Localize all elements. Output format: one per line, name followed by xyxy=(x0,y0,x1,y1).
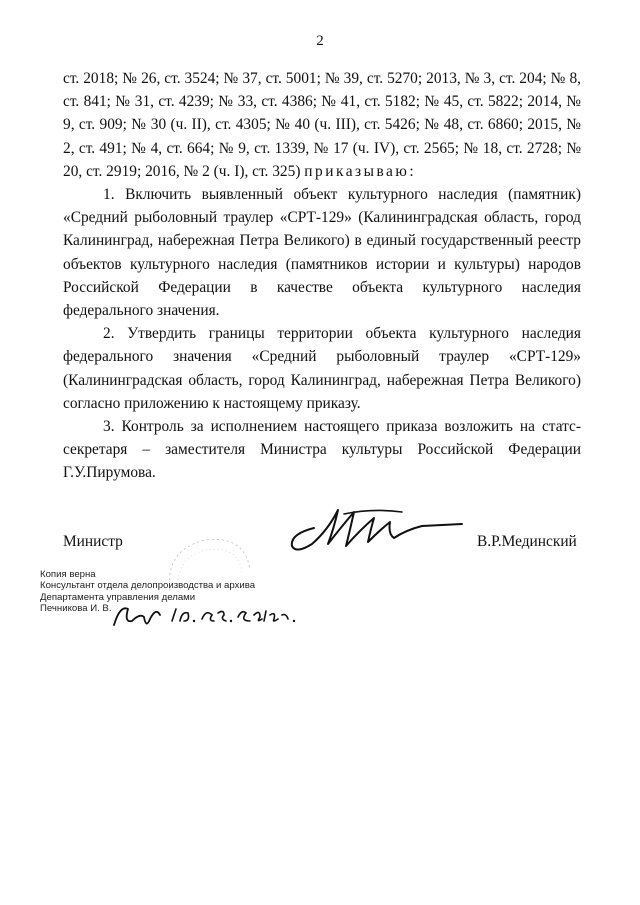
order-item-3: 3. Контроль за исполнением настоящего приказа возложить на статс-секретаря – заместителя Министра культуры Российской Федерации Г.У.Пирумова. xyxy=(63,418,581,482)
document-body xyxy=(63,67,581,485)
order-item-2: 2. Утвердить границы территории объекта культурного наследия федерального значения «Средний рыболовный траулер «СРТ-129» (Калининградская область, город Калининград, набережная Петра Великого) согласно приложению к настоящему приказу. xyxy=(63,325,581,412)
legal-references: ст. 2018; № 26, ст. 3524; № 37, ст. 5001; № 39, ст. 5270; 2013, № 3, ст. 204; № 8, ст. 841; № 31, ст. 4239; № 33, ст. 4386; № 41, ст. 5182; № 45, ст. 5822; 2014, № 9, ст. 909; № 30 (ч. II), ст. 4305; № 40 (ч. III), ст. 5426; № 48, ст. 6860; 2015, № 2, ст. 491; № 4, ст. 664; № 9, ст. 1339, № 17 (ч. IV), ст. 2565; № 18, ст. 2728; № 20, ст. 2919; 2016, № 2 (ч. I), ст. 325) xyxy=(63,70,581,180)
copy-note-line: Копия верна xyxy=(40,569,96,580)
minister-name: В.Р.Мединский xyxy=(477,533,577,550)
minister-title: Министр xyxy=(63,533,123,550)
order-word: приказываю: xyxy=(304,162,417,180)
page-number: 2 xyxy=(316,33,324,49)
preamble-paragraph xyxy=(63,67,581,183)
minister-signature-icon xyxy=(282,500,472,560)
copy-note-line: Консультант отдела делопроизводства и архива xyxy=(40,580,256,592)
order-item-1: 1. Включить выявленный объект культурного наследия (памятник) «Средний рыболовный траулер «СРТ-129» (Калининградская область, город Калининград, набережная Петра Великого) в единый государственный реестр объектов культурного наследия (памятников истории и культуры) народов Российской Федерации в качестве объекта культурного наследия федерального значения. xyxy=(63,186,581,320)
copy-note-line: Департамента управления делами xyxy=(40,591,196,603)
copy-note-line: Печникова И. В. xyxy=(40,602,112,614)
copy-signature-icon xyxy=(110,595,300,635)
